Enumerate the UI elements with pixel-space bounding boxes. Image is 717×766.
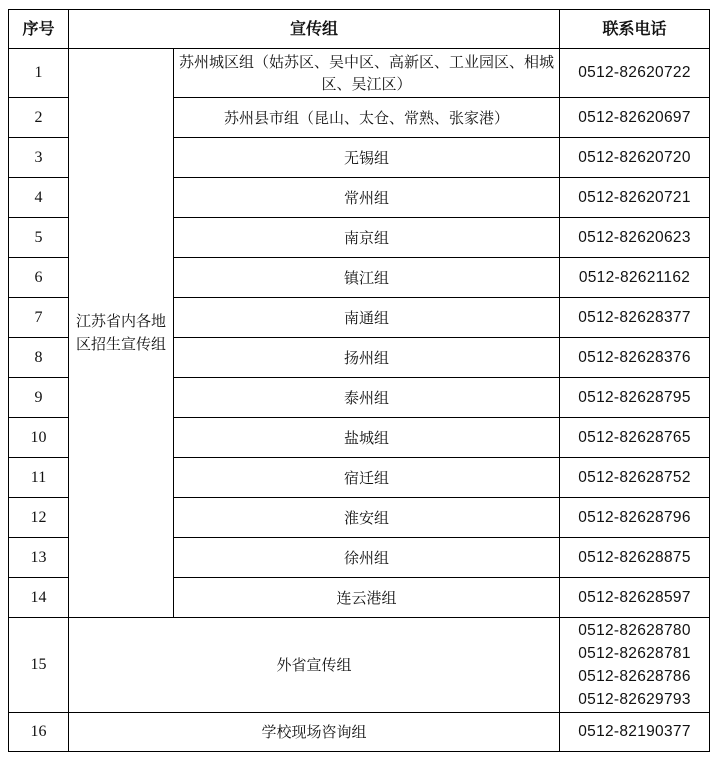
group-name: 镇江组 <box>174 258 560 298</box>
header-group: 宣传组 <box>69 10 560 49</box>
group-name: 无锡组 <box>174 138 560 178</box>
row-number: 1 <box>9 49 69 98</box>
phone-number: 0512-82628377 <box>560 298 710 338</box>
phone-number: 0512-82628781 <box>578 645 691 662</box>
phone-number: 0512-82628795 <box>560 378 710 418</box>
group-name: 淮安组 <box>174 498 560 538</box>
phone-number: 0512-82620697 <box>560 98 710 138</box>
phone-number: 0512-82621162 <box>560 258 710 298</box>
header-phone: 联系电话 <box>560 10 710 49</box>
group-name: 常州组 <box>174 178 560 218</box>
phone-number: 0512-82628875 <box>560 538 710 578</box>
group-name: 徐州组 <box>174 538 560 578</box>
row-number: 9 <box>9 378 69 418</box>
phone-number: 0512-82629793 <box>578 691 691 708</box>
row-number: 13 <box>9 538 69 578</box>
group-name: 南通组 <box>174 298 560 338</box>
phone-number: 0512-82628752 <box>560 458 710 498</box>
row-number: 3 <box>9 138 69 178</box>
row-number: 11 <box>9 458 69 498</box>
row-number: 12 <box>9 498 69 538</box>
phone-number: 0512-82628376 <box>560 338 710 378</box>
row-number: 4 <box>9 178 69 218</box>
group-name: 宿迁组 <box>174 458 560 498</box>
phone-number: 0512-82628765 <box>560 418 710 458</box>
row-number: 14 <box>9 578 69 618</box>
phone-list <box>560 618 710 713</box>
group-name: 苏州县市组（昆山、太仓、常熟、张家港） <box>174 98 560 138</box>
row-number: 15 <box>9 618 69 713</box>
phone-number: 0512-82190377 <box>560 713 710 752</box>
phone-number: 0512-82628597 <box>560 578 710 618</box>
phone-number: 0512-82628796 <box>560 498 710 538</box>
row-number: 7 <box>9 298 69 338</box>
row-number: 2 <box>9 98 69 138</box>
contact-table <box>8 9 710 752</box>
phone-number: 0512-82628786 <box>578 668 691 685</box>
table-row <box>9 618 710 713</box>
group-name: 苏州城区组（姑苏区、吴中区、高新区、工业园区、相城区、吴江区） <box>174 49 560 98</box>
group-name: 学校现场咨询组 <box>69 713 560 752</box>
table-row <box>9 49 710 98</box>
group-name: 连云港组 <box>174 578 560 618</box>
row-number: 6 <box>9 258 69 298</box>
phone-number: 0512-82620721 <box>560 178 710 218</box>
row-number: 10 <box>9 418 69 458</box>
phone-number: 0512-82620623 <box>560 218 710 258</box>
region-label: 江苏省内各地区招生宣传组 <box>69 49 174 618</box>
phone-number: 0512-82620720 <box>560 138 710 178</box>
header-index: 序号 <box>9 10 69 49</box>
group-name: 南京组 <box>174 218 560 258</box>
row-number: 16 <box>9 713 69 752</box>
row-number: 5 <box>9 218 69 258</box>
header-row <box>9 10 710 49</box>
table-row <box>9 713 710 752</box>
group-name: 扬州组 <box>174 338 560 378</box>
phone-number: 0512-82628780 <box>578 622 691 639</box>
group-name: 盐城组 <box>174 418 560 458</box>
group-name: 外省宣传组 <box>69 618 560 713</box>
phone-number: 0512-82620722 <box>560 49 710 98</box>
group-name: 泰州组 <box>174 378 560 418</box>
row-number: 8 <box>9 338 69 378</box>
